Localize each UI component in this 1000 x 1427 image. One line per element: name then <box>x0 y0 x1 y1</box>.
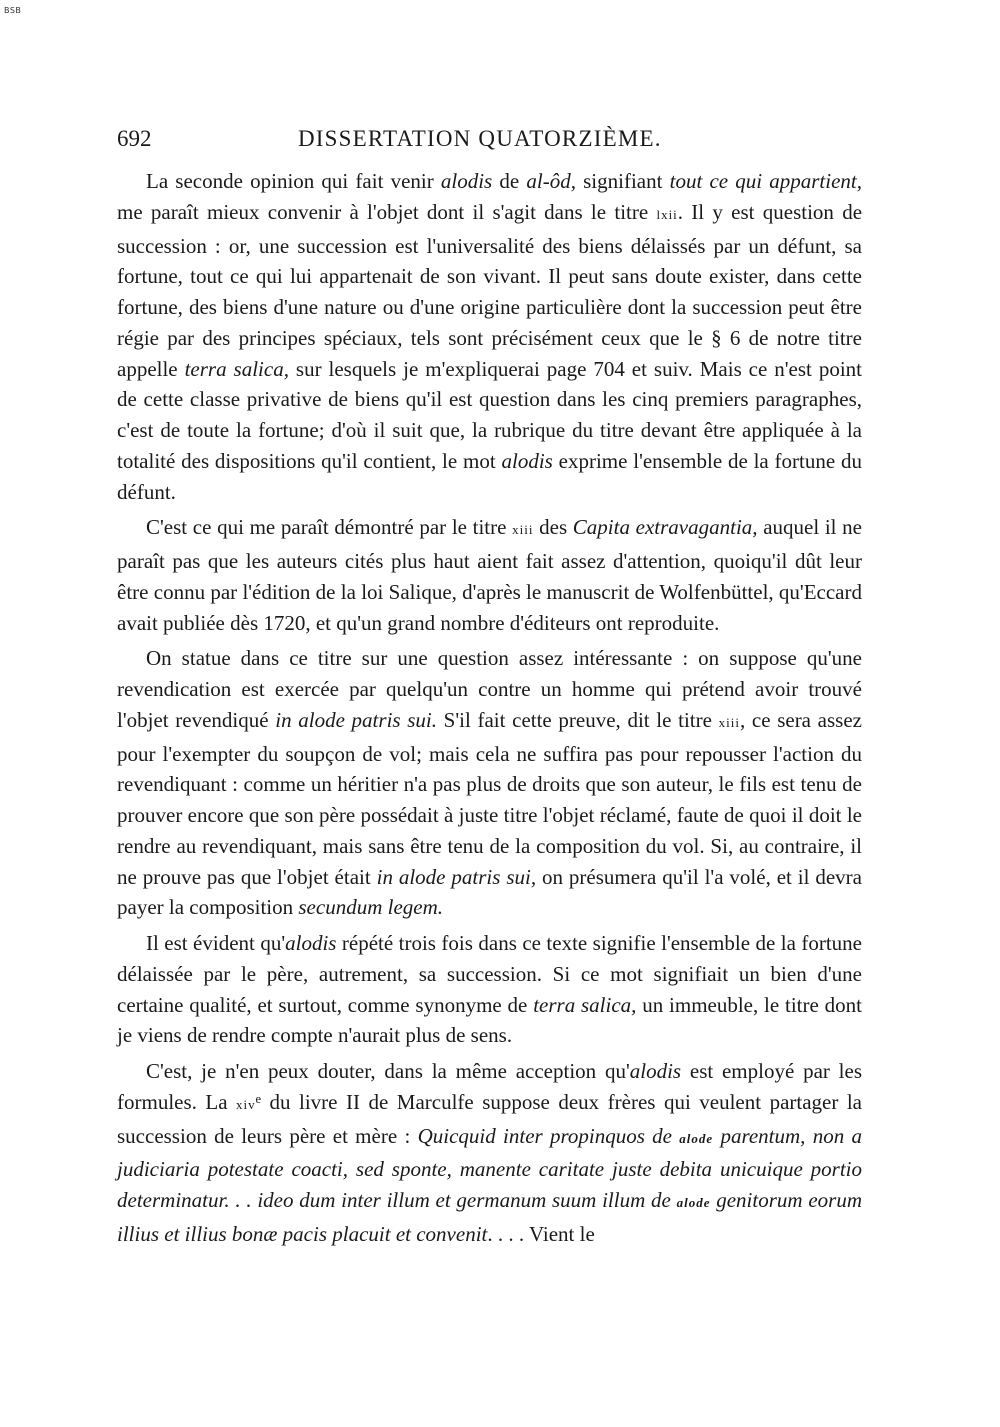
text-run: . Il y est question de succession : or, une succession est l'universalité des biens délaissés par un défunt, sa fortune, tout ce qui lui appartenait de son vivant. Il peut sans doute exister, dans cette fortune, des biens d'une nature ou d'une origine particulière dont la succession peut être régie par des principes spéciaux, tels sont précisément ceux que le § 6 de notre titre appelle <box>117 199 863 381</box>
text-run: de <box>492 169 527 193</box>
text-run: C'est, je n'en peux douter, dans la même acception qu' <box>146 1059 630 1083</box>
library-stamp: BSB <box>4 6 22 15</box>
body-text <box>117 166 862 1250</box>
text-run: est employé par les formules. La <box>117 1059 863 1114</box>
text-run: me paraît mieux convenir à l'objet dont il s'agit dans le titre <box>117 199 657 224</box>
paragraph <box>117 166 862 507</box>
italic-run: terra salica, <box>533 992 637 1017</box>
italic-run: alodis <box>440 169 493 193</box>
italic-run: terra salica, <box>184 356 289 381</box>
text-run: exprime l'ensemble de la fortune du défunt. <box>117 448 863 504</box>
italic-run: in alode patris sui. <box>275 707 437 732</box>
text-run: On statue dans ce titre sur une question assez intéressante : on suppose qu'une revendication est exercée par quelqu'un contre un homme qui prétend avoir trouvé l'objet revendiqué <box>117 646 862 732</box>
text-run: ᵉ du livre II de Marculfe suppose deux frères qui veulent partager la succession de leurs père et mère : <box>117 1089 863 1148</box>
roman-numeral-run: xiii <box>512 522 534 538</box>
italic-run: parentum, non a judiciaria potestate coacti, sed sponte, manente caritate juste debita unicuique portio determinatur. . . ideo dum inter illum et germanum suum illum de <box>117 1123 862 1212</box>
text-run: S'il fait cette preuve, dit le titre <box>437 707 719 732</box>
italic-run: secundum legem. <box>298 895 443 920</box>
text-run: auquel il ne paraît pas que les auteurs cités plus haut aient fait assez d'attention, quoiqu'il dût leur être connu par l'édition de la loi Salique, d'après le manuscrit de Wolfenbüttel, qu'Eccard avait publiée dès 1720, et qu'un grand nombre d'éditeurs ont reproduite. <box>117 515 862 635</box>
text-run: La seconde opinion qui fait venir <box>146 169 441 193</box>
text-run: des <box>533 515 573 540</box>
text-run: , ce sera assez pour l'exempter du soupçon de vol; mais cela ne suffira pas pour repousser l'action du revendiquant : comme un héritier n'a pas plus de droits que son auteur, le fils est tenu de prouver encore que son père possédait à juste titre l'objet réclamé, faute de quoi il doit le rendre au revendiquant, mais sans être tenu de la composition du vol. Si, au contraire, il ne prouve pas que l'objet était <box>117 707 862 889</box>
paragraph <box>117 1056 862 1250</box>
italic-run: in alode patris sui, <box>376 864 537 889</box>
italic-run: Quicquid inter propinquos de <box>417 1123 680 1148</box>
paragraph <box>117 512 862 638</box>
paragraph <box>117 643 862 923</box>
text-run: sur lesquels je m'expliquerai page 704 et suiv. Mais ce n'est point de cette classe privative de biens qu'il est question dans les cinq premiers paragraphes, c'est de toute la fortune; d'où il suit que, la rubrique du titre devant être appliquée à la totalité des dispositions qu'il contient, le mot <box>117 356 863 473</box>
italic-run: alodis <box>629 1059 682 1083</box>
emphasis-run: alode <box>679 1130 714 1146</box>
italic-run: alodis <box>501 448 553 473</box>
italic-run: Capita extravagantia, <box>572 515 758 540</box>
italic-run: tout ce qui appartient, <box>669 169 862 193</box>
italic-run: alodis <box>285 931 337 955</box>
text-run: Il est évident qu' <box>146 931 286 955</box>
text-run: répété trois fois dans ce texte signifie l'ensemble de la fortune délaissée par le père, autrement, sa succession. Si ce mot signifiait un bien d'une certaine qualité, et surtout, comme synonyme de <box>117 931 862 1017</box>
italic-run: genitorum eorum illius et illius bonæ pacis placuit et convenit <box>117 1188 862 1246</box>
text-run: un immeuble, le titre dont je viens de rendre compte n'aurait plus de sens. <box>117 992 862 1048</box>
page-header <box>117 126 867 160</box>
text-run: . . . . Vient le <box>487 1221 595 1246</box>
emphasis-run: alode <box>676 1195 711 1210</box>
running-title: DISSERTATION QUATORZIÈME. <box>298 126 662 151</box>
text-run: C'est ce qui me paraît démontré par le titre <box>146 515 513 540</box>
text-run: signifiant <box>575 169 670 193</box>
roman-numeral-run: xiii <box>718 714 740 730</box>
roman-numeral-run: lxii <box>656 206 678 222</box>
text-run: on présumera qu'il l'a volé, et il devra payer la composition <box>117 864 862 920</box>
paragraph <box>117 928 862 1051</box>
italic-run: al-ôd, <box>526 169 576 193</box>
page-number: 692 <box>117 126 152 151</box>
roman-numeral-run: xiv <box>236 1096 256 1112</box>
